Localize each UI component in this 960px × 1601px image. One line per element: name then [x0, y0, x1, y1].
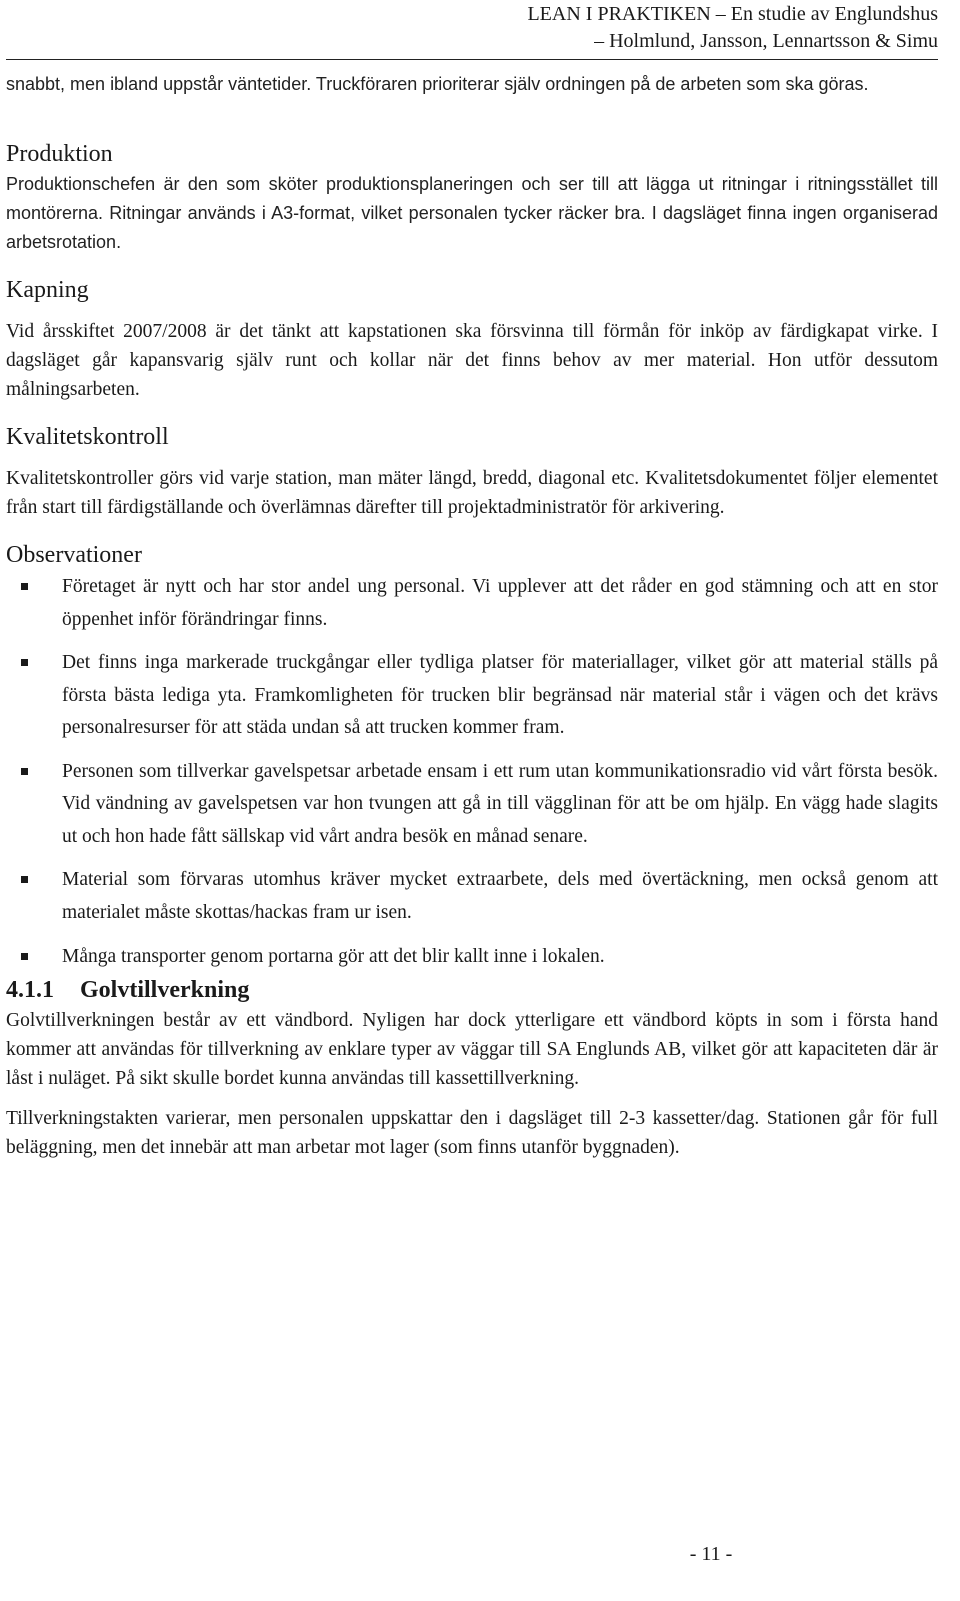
square-bullet-icon — [21, 583, 28, 590]
observation-text: Personen som tillverkar gavelspetsar arbetade ensam i ett rum utan kommunikationsradio vid vårt första besök. Vid vändning av gavelspetsen var hon tvungen att gå in till vägglinan för att be om hjälp. En vägg hade slagits ut och hon hade fått sällskap vid vårt andra besök en månad senare. — [62, 760, 938, 847]
list-item — [6, 571, 938, 636]
kvalitetskontroll-paragraph: Kvalitetskontroller görs vid varje station, man mäter längd, bredd, diagonal etc. Kvalitetsdokumentet följer elementet från start till färdigställande och överlämnas därefter till projektadministratör för arkivering. — [6, 468, 938, 518]
intro-paragraph: snabbt, men ibland uppstår väntetider. Truckföraren prioriterar själv ordningen på de arbeten som ska göras. — [6, 74, 869, 94]
observation-text: Företaget är nytt och har stor andel ung personal. Vi upplever att det råder en god stämning och att en stor öppenhet inför förändringar finns. — [62, 576, 938, 630]
observation-text: Många transporter genom portarna gör att det blir kallt inne i lokalen. — [62, 946, 605, 967]
running-header — [6, 0, 938, 55]
page-footer — [6, 1540, 938, 1568]
observation-text: Material som förvaras utomhus kräver mycket extraarbete, dels med övertäckning, men också genom att materialet måste skottas/hackas fram ur isen. — [62, 869, 938, 923]
observations-list — [6, 571, 938, 974]
square-bullet-icon — [21, 876, 28, 883]
observation-text: Det finns inga markerade truckgångar eller tydliga platser för materiallager, vilket gör att material ställs på första bästa lediga yta. Framkomligheten för trucken blir begränsad när material står i vägen och det krävs personalresurser för att städa undan så att trucken kommer fram. — [62, 652, 938, 738]
list-item — [6, 756, 938, 854]
page-number: - 11 - — [689, 1543, 733, 1565]
square-bullet-icon — [21, 659, 28, 666]
golvtillverkning-paragraph: Tillverkningstakten varierar, men personalen uppskattar den i dagsläget till 2-3 kassetter/dag. Stationen går för full beläggning, men det innebär att man arbetar mot lager (som finns utanför byggnaden). — [6, 1107, 938, 1158]
kapning-paragraph: Vid årsskiftet 2007/2008 är det tänkt att kapstationen ska försvinna till förmån för inköp av färdigkapat virke. I dagsläget går kapansvarig själv runt och kollar när det finns behov av mer material. Hon utför dessutom målningsarbeten. — [6, 321, 938, 400]
list-item — [6, 647, 938, 745]
page-content — [6, 70, 938, 1162]
header-title: LEAN I PRAKTIKEN – En studie av Englundshus — [527, 3, 938, 25]
section-heading-observationer: Observationer — [6, 542, 142, 568]
list-item — [6, 941, 938, 974]
list-item — [6, 864, 938, 929]
section-heading-kapning: Kapning — [6, 277, 89, 303]
header-authors: – Holmlund, Jansson, Lennartsson & Simu — [594, 30, 938, 52]
subsection-title: Golvtillverkning — [80, 976, 250, 1003]
produktion-paragraph: Produktionschefen är den som sköter produktionsplaneringen och ser till att lägga ut ritningar i ritningsstället till montörerna. Ritningar används i A3-format, vilket personalen tycker räcker bra. I dagsläget finna ingen organiserad arbetsrotation. — [6, 174, 938, 252]
subsection-number: 4.1.1 — [6, 976, 54, 1003]
square-bullet-icon — [21, 953, 28, 960]
subsection-heading-golvtillverkning — [6, 974, 938, 1006]
golvtillverkning-paragraph: Golvtillverkningen består av ett vändbord. Nyligen har dock ytterligare ett vändbord köpts in som i första hand kommer att användas för tillverkning av enklare typer av väggar till SA Englunds AB, vilket gör att kapaciteten där är låst i nuläget. På sikt skulle bordet kunna användas till kassettillverkning. — [6, 1009, 938, 1089]
section-heading-produktion: Produktion — [6, 141, 113, 167]
square-bullet-icon — [21, 768, 28, 775]
section-heading-kvalitetskontroll: Kvalitetskontroll — [6, 424, 169, 450]
header-divider — [6, 59, 938, 60]
document-page — [6, 0, 938, 1601]
